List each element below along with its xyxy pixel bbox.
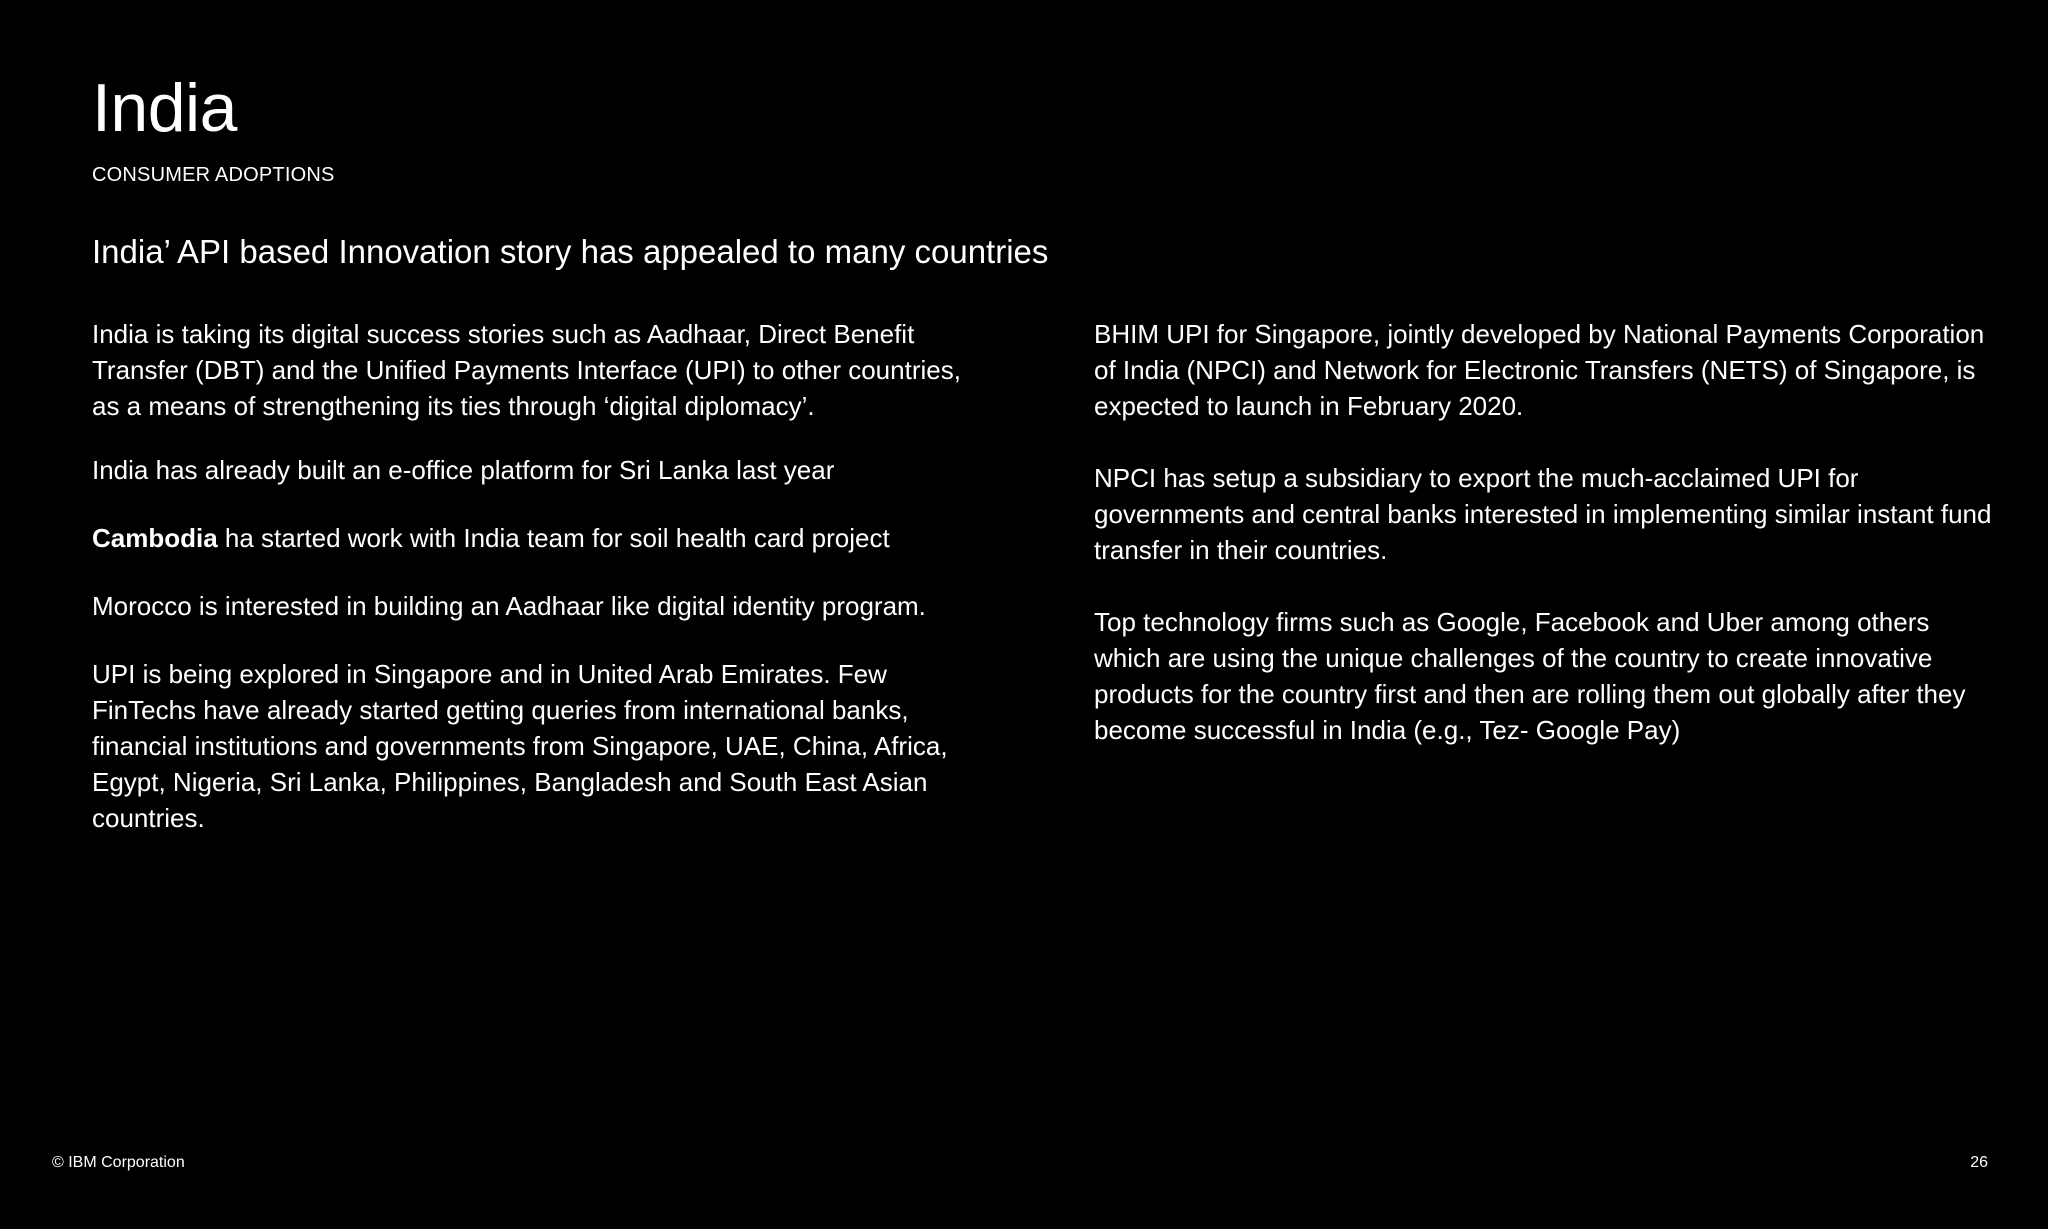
upi-exploration-paragraph: UPI is being explored in Singapore and in United Arab Emirates. Few FinTechs have already started getting queries from international banks, financial institutions and governments from Singapore, UAE, China, Africa, Egypt, Nigeria, Sri Lanka, Philippines, Bangladesh and South East Asian countries. <box>92 659 948 833</box>
cambodia-rest-text: ha started work with India team for soil health card project <box>217 523 890 553</box>
tech-firms-paragraph: Top technology firms such as Google, Facebook and Uber among others which are using the unique challenges of the country to create innovative products for the country first and then are rolling them out globally after they become successful in India (e.g., Tez- Google Pay) <box>1094 607 1966 745</box>
slide-title: India <box>92 70 237 146</box>
footer-copyright: © IBM Corporation <box>52 1154 185 1171</box>
digital-diplomacy-paragraph: India is taking its digital success stories such as Aadhaar, Direct Benefit Transfer (DBT) and the Unified Payments Interface (UPI) to other countries, as a means of strengthening its ties through ‘digital diplomacy’. <box>92 319 961 421</box>
morocco-paragraph: Morocco is interested in building an Aadhaar like digital identity program. <box>92 591 926 621</box>
bhim-upi-singapore-paragraph: BHIM UPI for Singapore, jointly developed by National Payments Corporation of India (NPCI) and Network for Electronic Transfers (NETS) of Singapore, is expected to launch in February 2020. <box>1094 319 1985 421</box>
cambodia-bold-text: Cambodia <box>92 523 218 553</box>
cambodia-paragraph <box>92 520 972 556</box>
left-text-column <box>92 316 972 836</box>
slide-headline: India’ API based Innovation story has appealed to many countries <box>92 233 1049 270</box>
sri-lanka-paragraph: India has already built an e-office platform for Sri Lanka last year <box>92 455 835 485</box>
npci-subsidiary-paragraph: NPCI has setup a subsidiary to export the much-acclaimed UPI for governments and central banks interested in implementing similar instant fund transfer in their countries. <box>1094 463 1992 565</box>
slide-subtitle: CONSUMER ADOPTIONS <box>92 164 335 186</box>
page-number: 26 <box>1970 1154 1988 1171</box>
right-text-column <box>1094 316 1994 748</box>
